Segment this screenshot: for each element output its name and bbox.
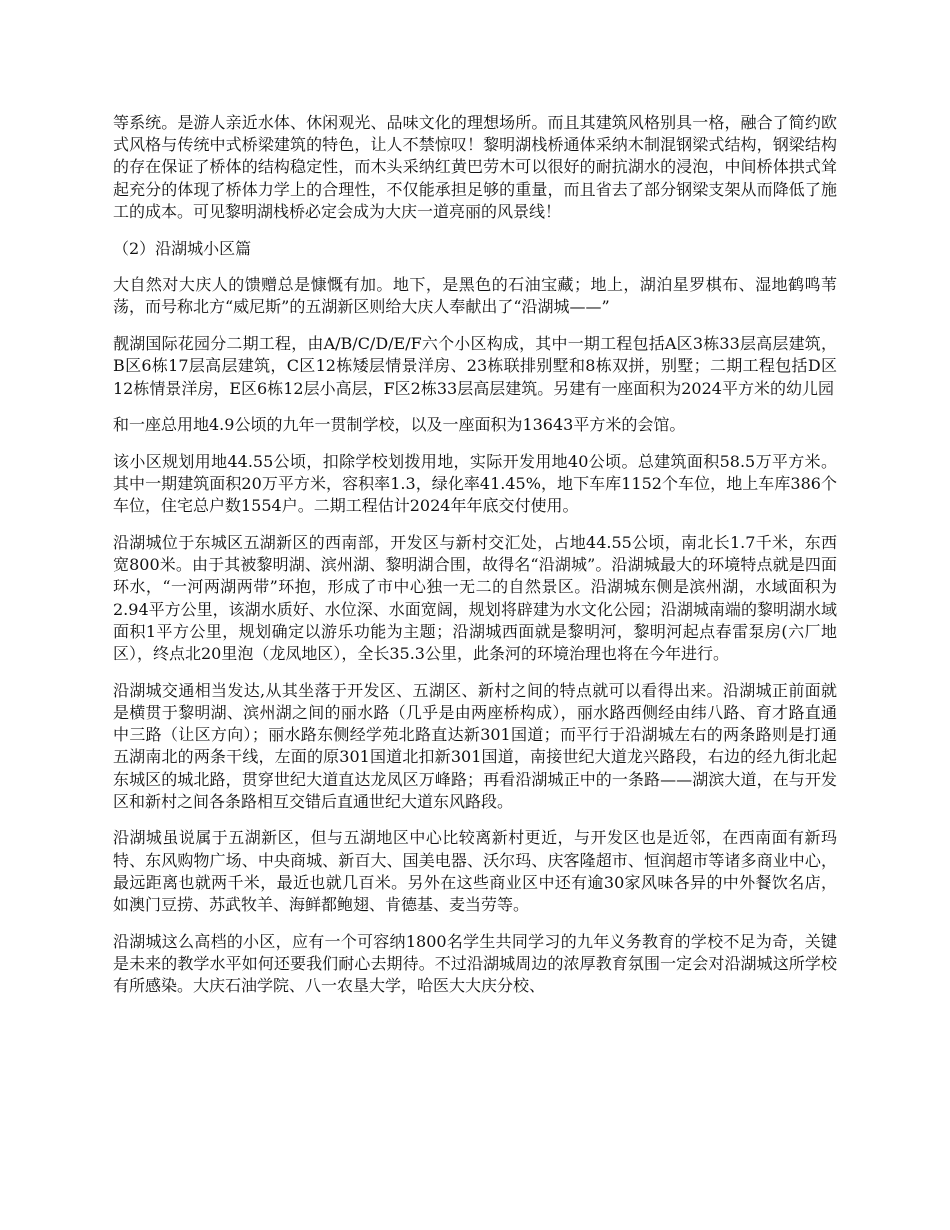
paragraph-education: 沿湖城这么高档的小区，应有一个可容纳1800名学生共同学习的九年义务教育的学校不足为奇，关键是未来的教学水平如何还要我们耐心去期待。不过沿湖城周边的浓厚教育氛围一定会对沿湖城这所学校有所感染。大庆石油学院、八一农垦大学，哈医大大庆分校、 [113, 931, 837, 996]
paragraph-project-phases: 靓湖国际花园分二期工程，由A/B/C/D/E/F六个小区构成，其中一期工程包括A区3栋33层高层建筑，B区6栋17层高层建筑，C区12栋矮层情景洋房、23栋联排别墅和8栋双拼，别墅；二期工程包括D区12栋情景洋房，E区6栋12层小高层，F区2栋33层高层建筑。另建有一座面积为2024平方米的幼儿园 [113, 334, 837, 398]
section-heading: （2）沿湖城小区篇 [113, 238, 252, 258]
paragraph-bridge-description: 等系统。是游人亲近水体、休闲观光、品味文化的理想场所。而且其建筑风格别具一格，融合了简约欧式风格与传统中式桥梁建筑的特色，让人不禁惊叹！黎明湖栈桥通体采纳木制混钢梁式结构，钢梁结构的存在保证了桥体的结构稳定性，而木头采纳红黄巴劳木可以很好的耐抗湖水的浸泡，中间桥体拱式耸起充分的体现了桥体力学上的合理性，不仅能承担足够的重量，而且省去了部分钢梁支架从而降低了施工的成本。可见黎明湖栈桥必定会成为大庆一道亮丽的风景线！ [113, 113, 837, 221]
paragraph-intro: 大自然对大庆人的馈赠总是慷慨有加。地下，是黑色的石油宝藏；地上，湖泊星罗棋布、湿地鹤鸣苇荡，而号称北方“威尼斯”的五湖新区则给大庆人奉献出了“沿湖城——” [113, 275, 837, 317]
paragraph-commerce: 沿湖城虽说属于五湖新区，但与五湖地区中心比较离新村更近，与开发区也是近邻，在西南面有新玛特、东风购物广场、中央商城、新百大、国美电器、沃尔玛、庆客隆超市、恒润超市等诸多商业中心，最远距离也就两千米，最近也就几百米。另外在这些商业区中还有逾30家风味各异的中外餐饮名店，如澳门豆捞、苏武牧羊、海鲜都鲍翅、肯德基、麦当劳等。 [113, 828, 837, 915]
paragraph-planning-stats: 该小区规划用地44.55公顷，扣除学校划拨用地，实际开发用地40公顷。总建筑面积58.5万平方米。其中一期建筑面积20万平方米，容积率1.3，绿化率41.45%，地下车库1152个车位，地上车库386个车位，住宅总户数1554户。二期工程估计2024年年底交付使用。 [113, 451, 837, 516]
paragraph-school-clubhouse: 和一座总用地4.9公顷的九年一贯制学校，以及一座面积为13643平方米的会馆。 [113, 415, 686, 435]
paragraph-transportation: 沿湖城交通相当发达,从其坐落于开发区、五湖区、新村之间的特点就可以看得出来。沿湖城正前面就是横贯于黎明湖、滨州湖之间的丽水路（几乎是由两座桥构成），丽水路西侧经由纬八路、育才路直通中三路（让区方向）；丽水路东侧经学苑北路直达新301国道；而平行于沿湖城左右的两条路则是打通五湖南北的两条干线，左面的原301国道北扣新301国道，南接世纪大道龙兴路段，右边的经九街北起东城区的城北路，贯穿世纪大道直达龙凤区万峰路；再看沿湖城正中的一条路——湖滨大道，在与开发区和新村之间各条路相互交错后直通世纪大道东风路段。 [113, 680, 837, 811]
paragraph-location: 沿湖城位于东城区五湖新区的西南部，开发区与新村交汇处，占地44.55公顷，南北长1.7千米，东西宽800米。由于其被黎明湖、滨州湖、黎明湖合围，故得名“沿湖城”。沿湖城最大的环境特点就是四面环水，“一河两湖两带”环抱，形成了市中心独一无二的自然景区。沿湖城东侧是滨州湖，水域面积为2.94平方公里，该湖水质好、水位深、水面宽阔，规划将辟建为水文化公园；沿湖城南端的黎明湖水域面积1平方公里，规划确定以游乐功能为主题；沿湖城西面就是黎明河，黎明河起点春雷泵房(六厂地区），终点北20里泡（龙凤地区），全长35.3公里，此条河的环境治理也将在今年进行。 [113, 533, 837, 664]
